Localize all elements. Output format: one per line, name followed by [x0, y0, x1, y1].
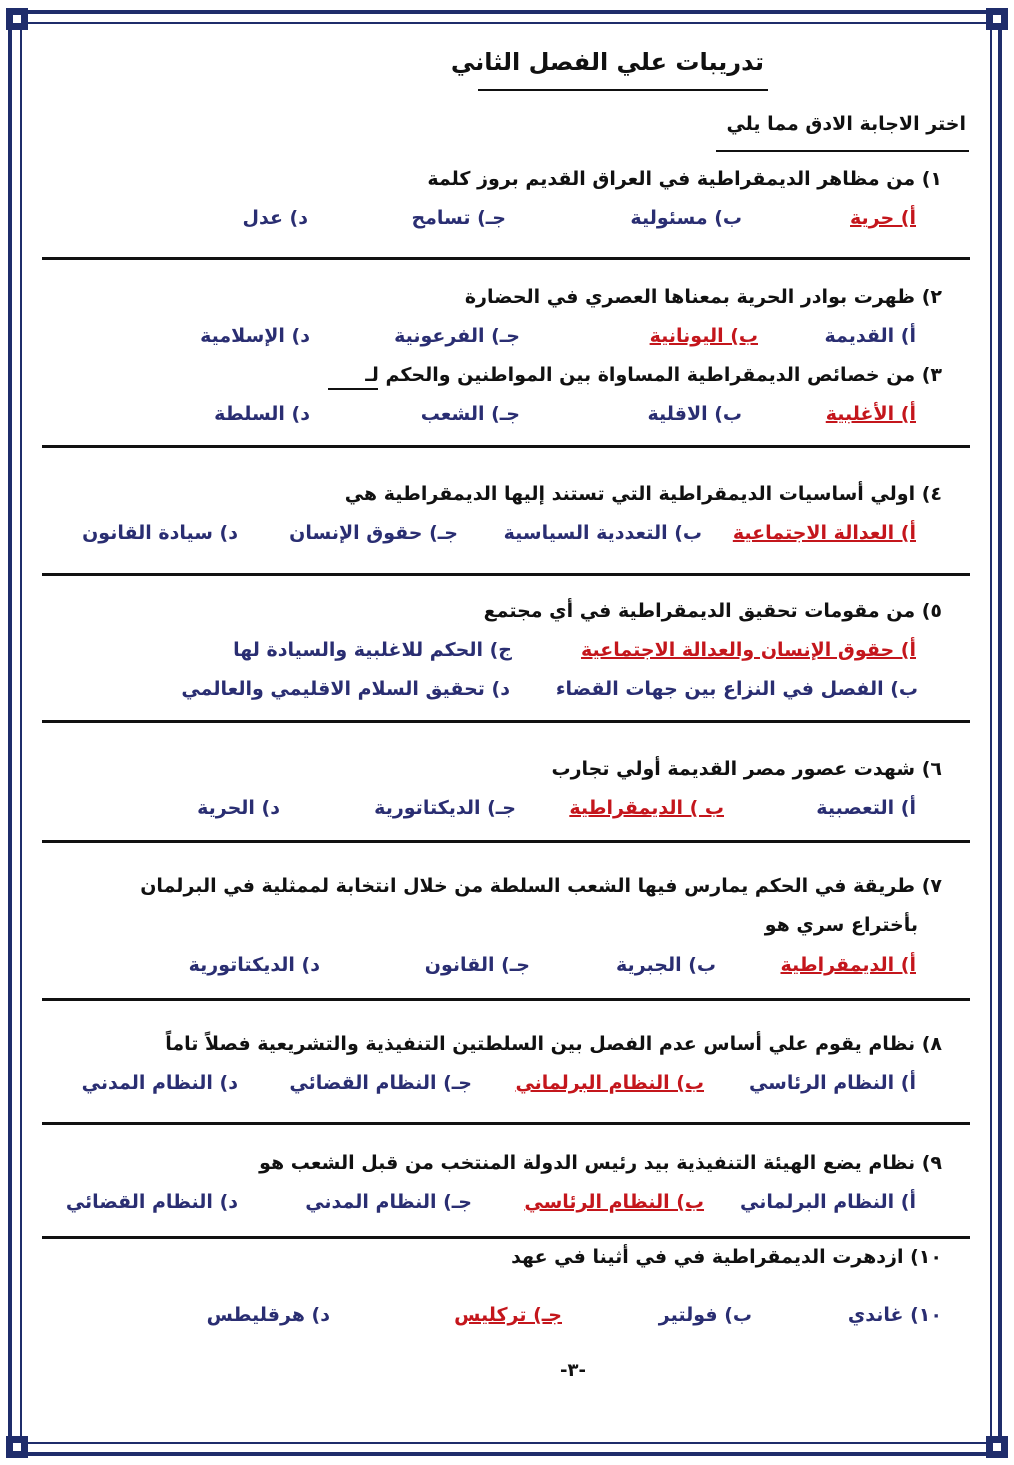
q6-option-a: أ) التعصبية — [816, 797, 916, 819]
corner-ornament — [986, 8, 1008, 30]
q7-option-d: د) الديكتاتورية — [188, 954, 320, 976]
q9-option-d: د) النظام القضائي — [65, 1191, 238, 1213]
q8-option-c: جـ) النظام القضائي — [289, 1072, 472, 1094]
q5-option-c: ج) الحكم للاغلبية والسيادة لها — [233, 639, 512, 661]
question-7: ٧) طريقة في الحكم يمارس فيها الشعب السلطة من خلال انتخابة لممثلية في البرلمان — [140, 875, 942, 897]
q5-option-b: ب) الفصل في النزاع بين جهات القضاء — [555, 678, 918, 700]
divider — [42, 1236, 970, 1239]
divider — [42, 840, 970, 843]
q7-option-b: ب) الجبرية — [616, 954, 716, 976]
q9-option-c: جـ) النظام المدني — [305, 1191, 472, 1213]
q3-option-a: أ) الأغلبية — [825, 403, 916, 425]
q10-option-b: ب) فولتير — [658, 1304, 752, 1326]
blank-line — [328, 388, 378, 390]
question-9: ٩) نظام يضع الهيئة التنفيذية بيد رئيس الدولة المنتخب من قبل الشعب هو — [259, 1152, 942, 1174]
q9-option-b: ب) النظام الرئاسي — [524, 1191, 704, 1213]
q1-option-c: جـ) تسامح — [411, 207, 506, 229]
instruction-underline — [716, 150, 969, 152]
divider — [42, 1122, 970, 1125]
question-5: ٥) من مقومات تحقيق الديمقراطية في أي مجتمع — [483, 600, 942, 622]
q10-option-a: ١٠) غاندي — [847, 1304, 942, 1326]
question-8: ٨) نظام يقوم علي أساس عدم الفصل بين السلطتين التنفيذية والتشريعية فصلاً تاماً — [165, 1033, 942, 1055]
q4-option-d: د) سيادة القانون — [82, 522, 238, 544]
q7-option-a: أ) الديمقراطية — [780, 954, 916, 976]
divider — [42, 573, 970, 576]
q8-option-a: أ) النظام الرئاسي — [748, 1072, 916, 1094]
q4-option-b: ب) التعددية السياسية — [503, 522, 702, 544]
question-6: ٦) شهدت عصور مصر القديمة أولي تجارب — [551, 758, 942, 780]
question-4: ٤) اولي أساسيات الديمقراطية التي تستند إليها الديمقراطية هي — [344, 483, 942, 505]
q4-option-a: أ) العدالة الاجتماعية — [732, 522, 916, 544]
q3-option-c: جـ) الشعب — [420, 403, 520, 425]
question-7-cont: بأختراع سري هو — [764, 914, 918, 936]
q6-option-c: جـ) الديكتاتورية — [374, 797, 516, 819]
question-2: ٢) ظهرت بوادر الحرية بمعناها العصري في الحضارة — [464, 286, 942, 308]
q2-option-b: ب) اليونانية — [649, 325, 758, 347]
q3-option-b: ب) الاقلية — [647, 403, 742, 425]
q2-option-a: أ) القديمة — [824, 325, 916, 347]
question-10: ١٠) ازدهرت الديمقراطية في في أثينا في عهد — [511, 1246, 942, 1268]
q4-option-c: جـ) حقوق الإنسان — [289, 522, 458, 544]
divider — [42, 720, 970, 723]
question-3: ٣) من خصائص الديمقراطية المساواة بين المواطنين والحكم لـ — [365, 364, 942, 386]
title-underline — [478, 89, 768, 91]
divider — [42, 998, 970, 1001]
q8-option-d: د) النظام المدني — [81, 1072, 238, 1094]
page-number: -٣- — [560, 1360, 586, 1381]
q1-option-b: ب) مسئولية — [630, 207, 742, 229]
instruction: اختر الاجابة الادق مما يلي — [726, 113, 966, 135]
divider — [42, 257, 970, 260]
q5-option-d: د) تحقيق السلام الاقليمي والعالمي — [181, 678, 510, 700]
q6-option-d: د) الحرية — [197, 797, 280, 819]
corner-ornament — [6, 1436, 28, 1458]
q1-option-a: أ) حرية — [850, 207, 916, 229]
q6-option-b: ب ) الديمقراطية — [569, 797, 724, 819]
q10-option-d: د) هرقليطس — [206, 1304, 330, 1326]
q8-option-b: ب) النظام البرلماني — [515, 1072, 704, 1094]
page-border-inner — [20, 22, 992, 1444]
page-title: تدريبات علي الفصل الثاني — [450, 48, 764, 76]
q2-option-d: د) الإسلامية — [200, 325, 310, 347]
q10-option-c: جـ) تركليس — [454, 1304, 562, 1326]
q7-option-c: جـ) القانون — [424, 954, 530, 976]
divider — [42, 445, 970, 448]
q1-option-d: د) عدل — [242, 207, 308, 229]
q2-option-c: جـ) الفرعونية — [394, 325, 520, 347]
q5-option-a: أ) حقوق الإنسان والعدالة الاجتماعية — [581, 639, 916, 661]
q3-option-d: د) السلطة — [214, 403, 310, 425]
question-1: ١) من مظاهر الديمقراطية في العراق القديم بروز كلمة — [427, 168, 942, 190]
corner-ornament — [986, 1436, 1008, 1458]
corner-ornament — [6, 8, 28, 30]
q9-option-a: أ) النظام البرلماني — [740, 1191, 916, 1213]
